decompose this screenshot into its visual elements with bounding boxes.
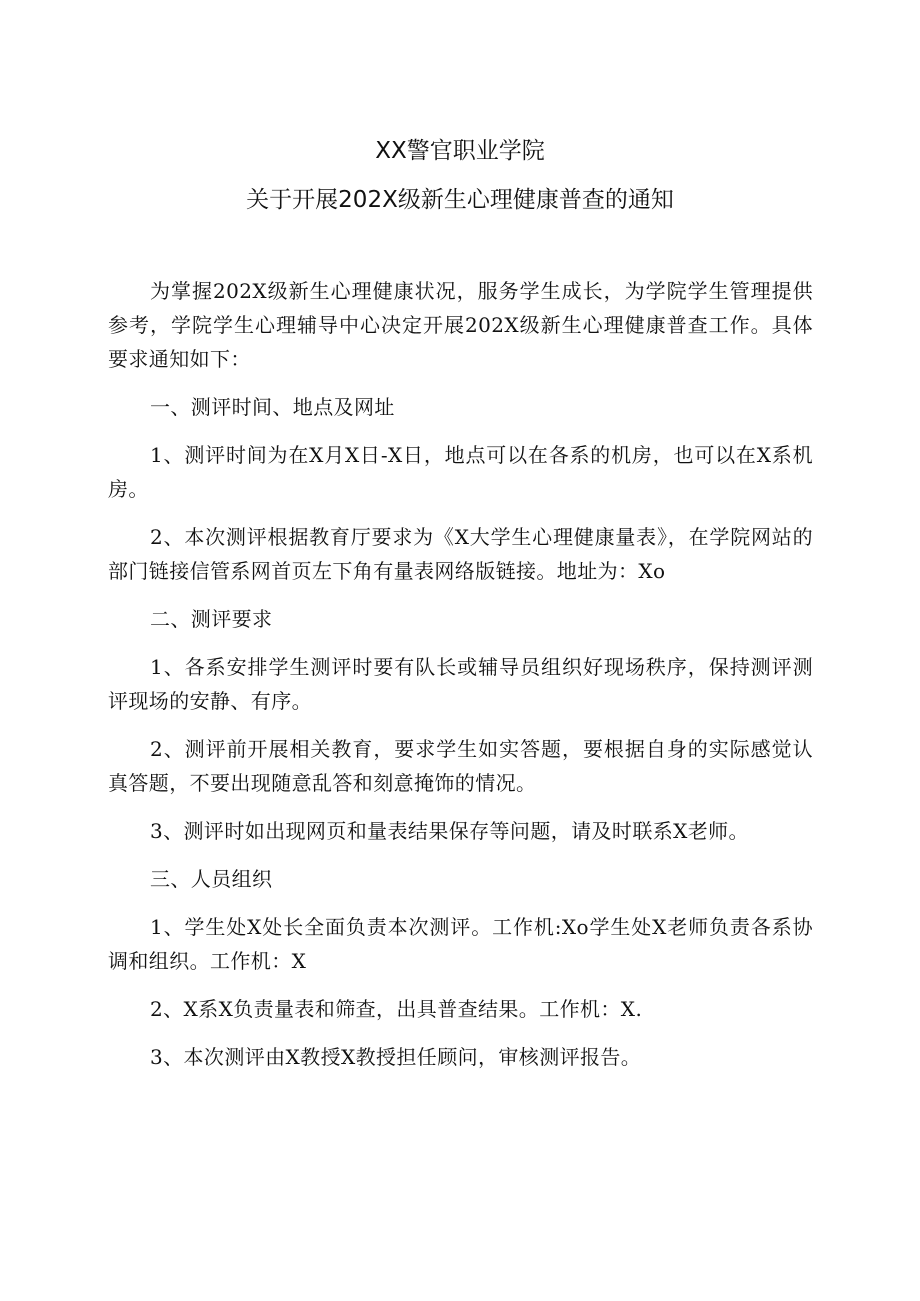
paragraph-time-place-1: 1、测评时间为在X月X日-X日，地点可以在各系的机房，也可以在X系机房。 bbox=[108, 443, 813, 501]
notice-title: 关于开展202X级新生心理健康普查的通知 bbox=[246, 187, 674, 213]
paragraph-personnel-1: 1、学生处X处长全面负责本次测评。工作机:Xo学生处X老师负责各系协调和组织。工作机：X bbox=[108, 915, 813, 973]
paragraph-personnel-3: 3、本次测评由X教授X教授担任顾问，审核测评报告。 bbox=[150, 1045, 642, 1069]
intro-paragraph: 为掌握202X级新生心理健康状况，服务学生成长，为学院学生管理提供参考，学院学生心理辅导中心决定开展202X级新生心理健康普查工作。具体要求通知如下： bbox=[108, 279, 813, 371]
document-body bbox=[108, 274, 813, 1088]
paragraph-requirements-2: 2、测评前开展相关教育，要求学生如实答题，要根据自身的实际感觉认真答题，不要出现随意乱答和刻意掩饰的情况。 bbox=[108, 737, 813, 795]
paragraph-time-place-2: 2、本次测评根据教育厅要求为《X大学生心理健康量表》，在学院网站的部门链接信管系网首页左下角有量表网络版链接。地址为：Xo bbox=[108, 525, 813, 583]
institution-title: XX警官职业学院 bbox=[375, 138, 545, 164]
section-heading-requirements: 二、测评要求 bbox=[150, 607, 273, 631]
paragraph-requirements-3: 3、测评时如出现网页和量表结果保存等问题，请及时联系X老师。 bbox=[150, 819, 749, 843]
paragraph-personnel-2: 2、X系X负责量表和筛查，出具普查结果。工作机：X. bbox=[150, 997, 643, 1021]
paragraph-requirements-1: 1、各系安排学生测评时要有队长或辅导员组织好现场秩序，保持测评测评现场的安静、有序。 bbox=[108, 655, 813, 713]
section-heading-time-place: 一、测评时间、地点及网址 bbox=[150, 395, 395, 419]
section-heading-personnel: 三、人员组织 bbox=[150, 867, 273, 891]
